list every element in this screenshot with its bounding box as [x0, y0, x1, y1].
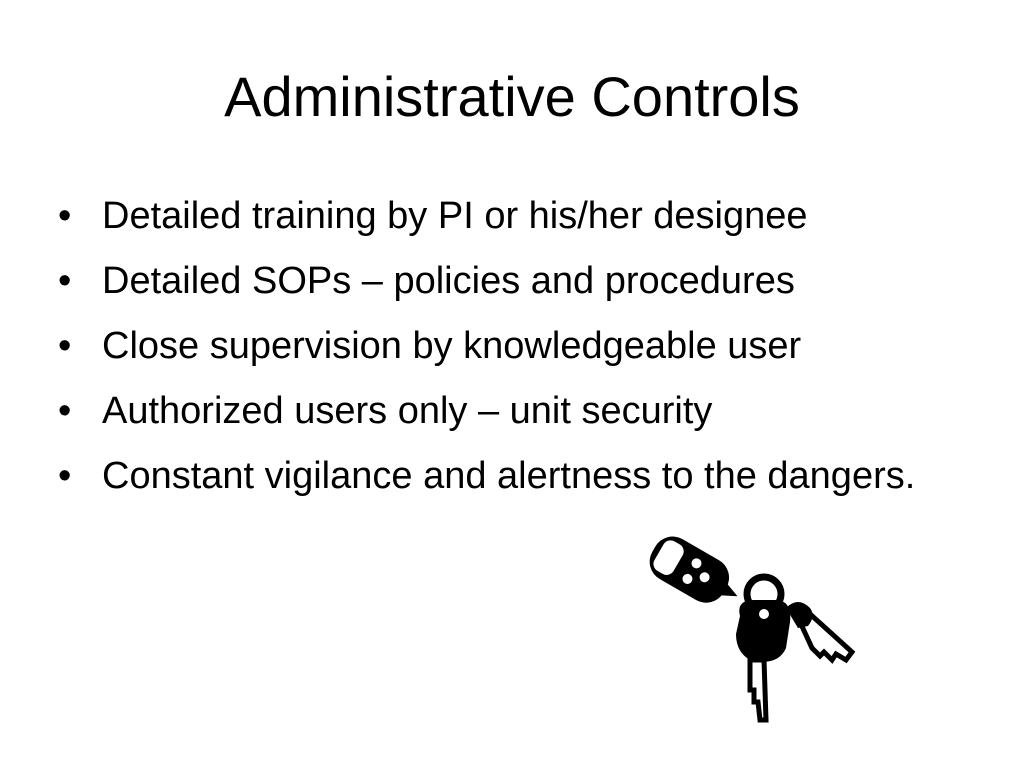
car-keys-icon — [640, 530, 855, 726]
bullet-text: Close supervision by knowledgeable user — [102, 325, 802, 367]
list-item — [58, 249, 988, 314]
list-item — [58, 444, 932, 509]
bullet-icon: • — [58, 195, 72, 237]
bullet-list — [58, 184, 988, 509]
bullet-icon: • — [58, 455, 72, 497]
bullet-icon: • — [58, 260, 72, 302]
bullet-icon: • — [58, 325, 72, 367]
bullet-text: Authorized users only – unit security — [102, 390, 713, 432]
list-item — [58, 379, 988, 444]
bullet-text: Constant vigilance and alertness to the dangers. — [102, 455, 916, 497]
bullet-text: Detailed training by PI or his/her designee — [102, 195, 808, 237]
bullet-icon: • — [58, 390, 72, 432]
slide-title: Administrative Controls — [224, 65, 800, 128]
list-item — [58, 314, 988, 379]
list-item — [58, 184, 988, 249]
bullet-text: Detailed SOPs – policies and procedures — [102, 260, 795, 302]
